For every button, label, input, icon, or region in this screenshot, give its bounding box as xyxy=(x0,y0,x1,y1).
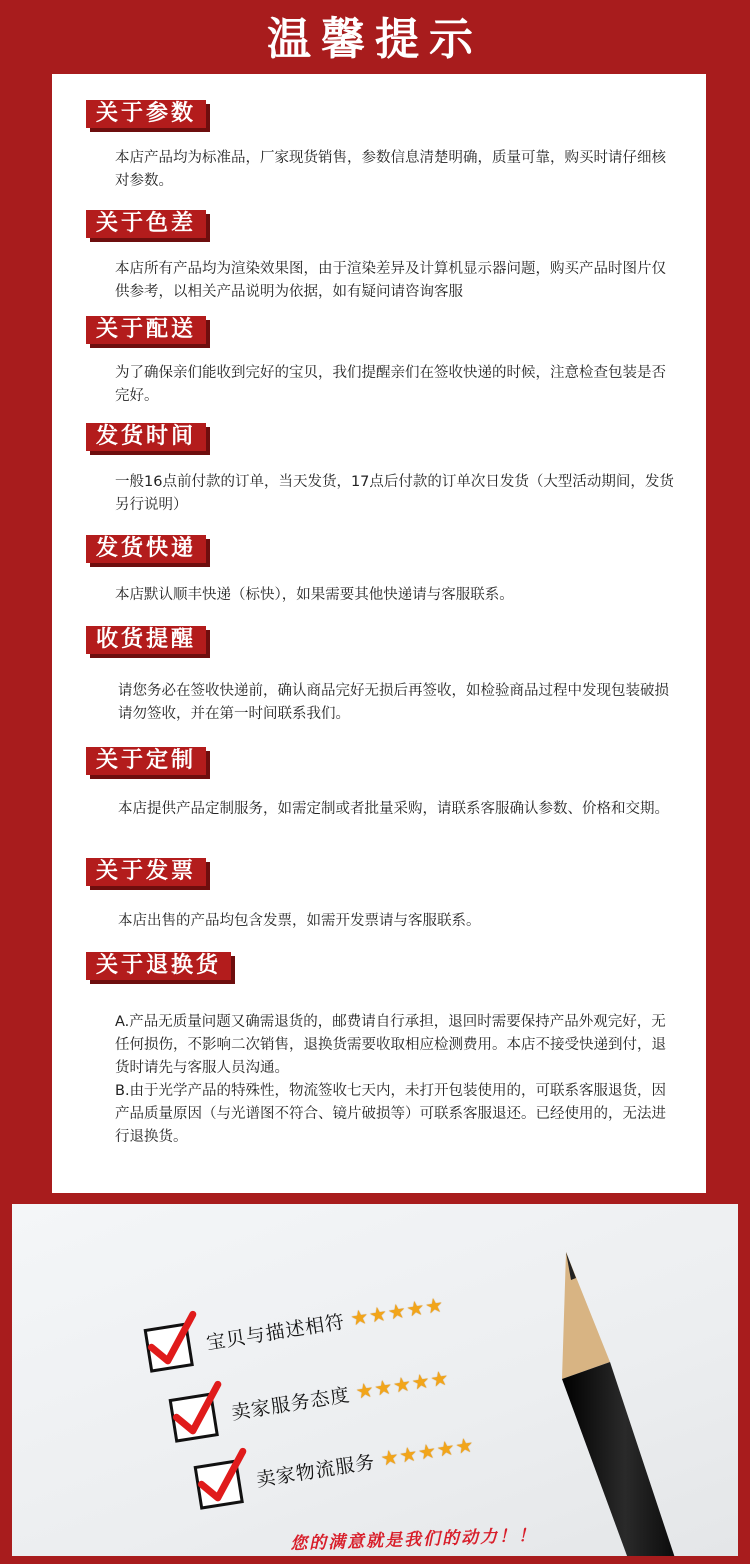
rating-label-logistics: 卖家物流服务 xyxy=(254,1450,377,1491)
section-text-invoice: 本店出售的产品均包含发票，如需开发票请与客服联系。 xyxy=(118,913,481,929)
rating-banner xyxy=(12,1204,738,1556)
section-label-courier: 发货快递 xyxy=(86,535,206,563)
section-label-color: 关于色差 xyxy=(86,210,206,238)
section-text-color: 本店所有产品均为渲染效果图，由于渲染差异及计算机显示器问题，购买产品时图片仅供参考，以相关产品说明为依据，如有疑问请咨询客服 xyxy=(115,261,666,300)
checkbox-icon xyxy=(169,1392,219,1442)
rating-label-service: 卖家服务态度 xyxy=(229,1383,352,1424)
rating-row-logistics xyxy=(194,1422,478,1509)
checkbox-icon xyxy=(144,1322,194,1372)
section-label-returns: 关于退换货 xyxy=(86,952,231,980)
section-text-ship-time: 一般16点前付款的订单，当天发货，17点后付款的订单次日发货（大型活动期间，发货另行说明） xyxy=(115,474,674,513)
section-text-delivery: 为了确保亲们能收到完好的宝贝，我们提醒亲们在签收快递的时候，注意检查包装是否完好。 xyxy=(115,365,666,404)
red-check-icon xyxy=(191,1447,255,1511)
rating-row-service xyxy=(169,1355,453,1442)
rating-row-description xyxy=(144,1282,448,1372)
rating-label-description: 宝贝与描述相符 xyxy=(204,1310,347,1354)
section-label-params: 关于参数 xyxy=(86,100,206,128)
star-icons: ★★★★★ xyxy=(378,1432,477,1471)
section-text-returns-a: A.产品无质量问题又确需退货的，邮费请自行承担，退回时需要保持产品外观完好，无任何损伤，不影响二次销售，退换货需要收取相应检测费用。本店不接受快递到付，退货时请先与客服人员沟通。 xyxy=(115,1014,666,1076)
section-label-ship-time: 发货时间 xyxy=(86,423,206,451)
section-text-courier: 本店默认顺丰快递（标快），如果需要其他快递请与客服联系。 xyxy=(115,587,514,603)
star-icons: ★★★★★ xyxy=(353,1365,452,1404)
checkbox-icon xyxy=(194,1459,244,1509)
section-label-delivery: 关于配送 xyxy=(86,316,206,344)
pencil-illustration xyxy=(552,1234,692,1556)
section-label-invoice: 关于发票 xyxy=(86,858,206,886)
page-title: 温馨提示 xyxy=(267,14,483,65)
red-check-icon xyxy=(166,1380,230,1444)
red-check-icon xyxy=(141,1310,205,1374)
section-label-custom: 关于定制 xyxy=(86,747,206,775)
section-label-receipt: 收货提醒 xyxy=(86,626,206,654)
section-text-receipt: 请您务必在签收快递前，确认商品完好无损后再签收，如检验商品过程中发现包装破损请勿签收，并在第一时间联系我们。 xyxy=(118,683,669,722)
tips-panel xyxy=(52,74,706,1193)
star-icons: ★★★★★ xyxy=(348,1292,446,1331)
slogan: 您的满意就是我们的动力！！ xyxy=(289,1525,538,1555)
section-text-custom: 本店提供产品定制服务，如需定制或者批量采购，请联系客服确认参数、价格和交期。 xyxy=(118,801,669,817)
section-text-params: 本店产品均为标准品，厂家现货销售，参数信息清楚明确，质量可靠，购买时请仔细核对参数。 xyxy=(115,150,666,189)
section-text-returns-b: B.由于光学产品的特殊性，物流签收七天内，未打开包装使用的，可联系客服退货，因产品质量原因（与光谱图不符合、镜片破损等）可联系客服退还。已经使用的，无法进行退换货。 xyxy=(115,1083,667,1145)
